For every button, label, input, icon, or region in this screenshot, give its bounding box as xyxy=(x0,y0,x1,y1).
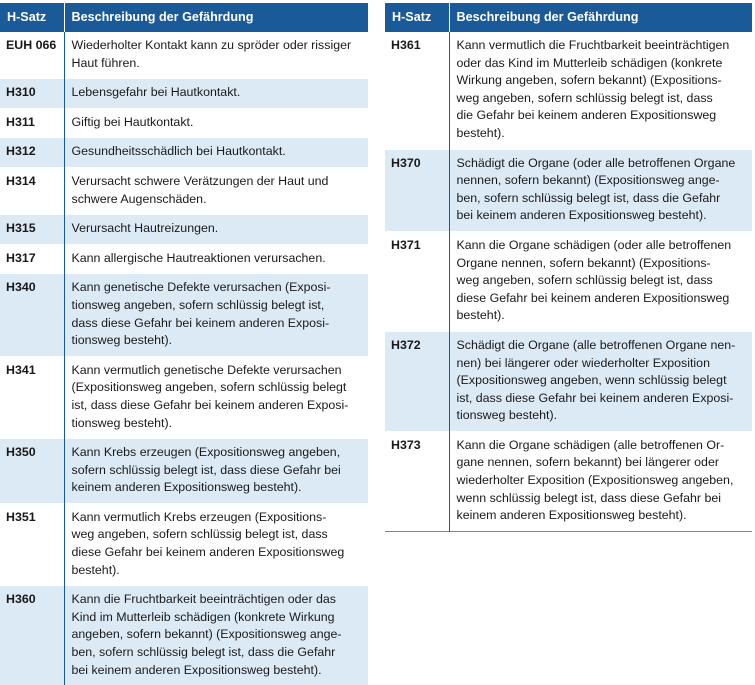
description-line: Kann vermutlich genetische Defekte verursachen xyxy=(71,362,342,377)
description-line: weg angeben, sofern schlüssig belegt ist, dass xyxy=(456,273,713,288)
h-statement-code: H341 xyxy=(0,356,64,438)
table-row xyxy=(0,32,368,79)
description-line: keinem anderen Expositionsweg besteht). xyxy=(71,480,302,495)
description-line: Kann vermutlich die Fruchtbarkeit beeinträchtigen xyxy=(456,38,730,52)
hazard-description xyxy=(64,439,368,504)
hazard-description xyxy=(64,503,368,585)
h-statement-code: H360 xyxy=(0,586,64,685)
description-line: weg angeben, sofern schlüssig belegt ist, dass xyxy=(71,527,328,542)
description-line: Kann Krebs erzeugen (Expositionsweg angeben, xyxy=(71,445,341,460)
description-line: ist, dass diese Gefahr bei keinem anderen Exposi- xyxy=(456,390,734,405)
table-row xyxy=(0,503,368,585)
table-row xyxy=(0,138,368,168)
description-line: Giftig bei Hautkontakt. xyxy=(71,114,194,129)
table-row xyxy=(0,215,368,245)
hazard-description xyxy=(64,167,368,214)
description-line: besteht). xyxy=(71,562,120,577)
description-line: Kind im Mutterleib schädigen (konkrete Wirkung xyxy=(71,609,335,624)
hazard-description xyxy=(449,331,752,431)
description-line: Kann die Organe schädigen (alle betroffenen Or- xyxy=(456,437,725,452)
hazard-description xyxy=(64,274,368,356)
description-line: die Gefahr bei keinem anderen Expositionsweg xyxy=(456,108,717,123)
table-row xyxy=(385,331,752,431)
table-row xyxy=(0,167,368,214)
h-statement-code: H351 xyxy=(0,503,64,585)
description-line: nennen, sofern bekannt) (Expositionsweg ange- xyxy=(456,173,720,188)
description-line: wenn schlüssig belegt ist, dass diese Gefahr bei xyxy=(456,490,721,505)
h-statement-code: H340 xyxy=(0,274,64,356)
hazard-description xyxy=(64,138,368,168)
description-line: Kann vermutlich Krebs erzeugen (Expositions- xyxy=(71,509,327,524)
header-h-satz: H-Satz xyxy=(0,3,64,32)
description-line: weg angeben, sofern schlüssig belegt ist, dass xyxy=(456,90,713,105)
description-line: schwere Augenschäden. xyxy=(71,191,207,206)
h-statement-code: EUH 066 xyxy=(0,32,64,79)
description-line: Kann die Organe schädigen (oder alle betroffenen xyxy=(456,237,732,252)
description-line: ben, sofern schlüssig belegt ist, dass die Gefahr xyxy=(71,645,336,660)
h-statement-code: H317 xyxy=(0,244,64,274)
description-line: tionsweg angeben, sofern schlüssig belegt ist, xyxy=(71,297,325,312)
description-line: Wirkung angeben, sofern bekannt) (Expositions- xyxy=(456,73,722,88)
description-line: gane nennen, sofern bekannt) bei längerer oder xyxy=(456,455,719,470)
description-line: wiederholter Exposition (Expositionsweg angeben, xyxy=(456,473,734,488)
h-statements-table-right xyxy=(385,3,752,532)
description-line: Kann allergische Hautreaktionen verursachen. xyxy=(71,250,326,265)
h-statements-table-left xyxy=(0,3,368,685)
description-line: angeben, sofern bekannt) (Expositionsweg ange- xyxy=(71,627,342,642)
h-statement-code: H312 xyxy=(0,138,64,168)
description-line: sofern schlüssig belegt ist, dass diese Gefahr bei xyxy=(71,462,341,477)
description-line: (Expositionsweg angeben, wenn schlüssig belegt xyxy=(456,373,727,388)
table-row xyxy=(0,108,368,138)
h-statement-code: H350 xyxy=(0,439,64,504)
h-statement-code: H311 xyxy=(0,108,64,138)
description-line: diese Gefahr bei keinem anderen Expositionsweg xyxy=(71,545,345,560)
hazard-description xyxy=(64,215,368,245)
description-line: Gesundheitsschädlich bei Hautkontakt. xyxy=(71,144,286,159)
hazard-description xyxy=(64,586,368,685)
hazard-description xyxy=(449,149,752,231)
description-line: Haut führen. xyxy=(71,55,140,70)
table-row xyxy=(385,431,752,531)
h-statement-code: H315 xyxy=(0,215,64,245)
description-line: keinem anderen Expositionsweg besteht). xyxy=(456,508,687,523)
description-line: bei keinem anderen Expositionsweg besteht). xyxy=(456,208,707,223)
description-line: besteht). xyxy=(456,125,505,140)
hazard-description xyxy=(64,108,368,138)
h-statement-code: H373 xyxy=(385,431,449,531)
description-line: diese Gefahr bei keinem anderen Expositionsweg xyxy=(456,290,730,305)
table-row xyxy=(0,244,368,274)
description-line: ist, dass diese Gefahr bei keinem anderen Exposi- xyxy=(71,397,349,412)
hazard-description xyxy=(64,244,368,274)
header-description: Beschreibung der Gefährdung xyxy=(449,3,752,32)
h-statement-code: H370 xyxy=(385,149,449,231)
description-line: (Expositionsweg angeben, sofern schlüssig belegt xyxy=(71,380,347,395)
description-line: Schädigt die Organe (oder alle betroffenen Organe xyxy=(456,155,736,170)
description-line: tionsweg besteht). xyxy=(71,333,173,348)
hazard-description xyxy=(64,356,368,438)
description-line: besteht). xyxy=(456,308,505,323)
table-row xyxy=(0,274,368,356)
description-line: Kann genetische Defekte verursachen (Exposi- xyxy=(71,280,331,295)
table-row xyxy=(385,231,752,331)
description-line: tionsweg besteht). xyxy=(456,408,558,423)
description-line: Lebensgefahr bei Hautkontakt. xyxy=(71,85,241,100)
hazard-description xyxy=(449,32,752,149)
table-header-row xyxy=(0,3,368,32)
description-line: Verursacht schwere Verätzungen der Haut und xyxy=(71,173,329,188)
table-row xyxy=(385,149,752,231)
hazard-description xyxy=(64,32,368,79)
header-h-satz: H-Satz xyxy=(385,3,449,32)
description-line: Organe nennen, sofern bekannt) (Expositions- xyxy=(456,255,711,270)
description-line: ben, sofern schlüssig belegt ist, dass die Gefahr xyxy=(456,190,721,205)
hazard-description xyxy=(449,231,752,331)
description-line: Schädigt die Organe (alle betroffenen Organe nen- xyxy=(456,337,736,352)
table-row xyxy=(0,356,368,438)
table-row xyxy=(0,586,368,685)
h-statement-code: H372 xyxy=(385,331,449,431)
description-line: dass diese Gefahr bei keinem anderen Exposi- xyxy=(71,315,330,330)
h-statement-code: H361 xyxy=(385,32,449,149)
table-row xyxy=(385,32,752,149)
description-line: tionsweg besteht). xyxy=(71,415,173,430)
h-statement-code: H371 xyxy=(385,231,449,331)
table-row xyxy=(0,439,368,504)
description-line: oder das Kind im Mutterleib schädigen (konkrete xyxy=(456,55,723,70)
description-line: Kann die Fruchtbarkeit beeinträchtigen oder das xyxy=(71,592,336,607)
hazard-description xyxy=(449,431,752,531)
hazard-description xyxy=(64,79,368,109)
description-line: Verursacht Hautreizungen. xyxy=(71,221,219,236)
header-description: Beschreibung der Gefährdung xyxy=(64,3,368,32)
table-header-row xyxy=(385,3,752,32)
h-statement-code: H314 xyxy=(0,167,64,214)
h-statement-code: H310 xyxy=(0,79,64,109)
description-line: nen) bei längerer oder wiederholter Exposition xyxy=(456,355,710,370)
description-line: bei keinem anderen Expositionsweg besteht). xyxy=(71,662,322,677)
description-line: Wiederholter Kontakt kann zu spröder oder rissiger xyxy=(71,38,352,52)
table-row xyxy=(0,79,368,109)
